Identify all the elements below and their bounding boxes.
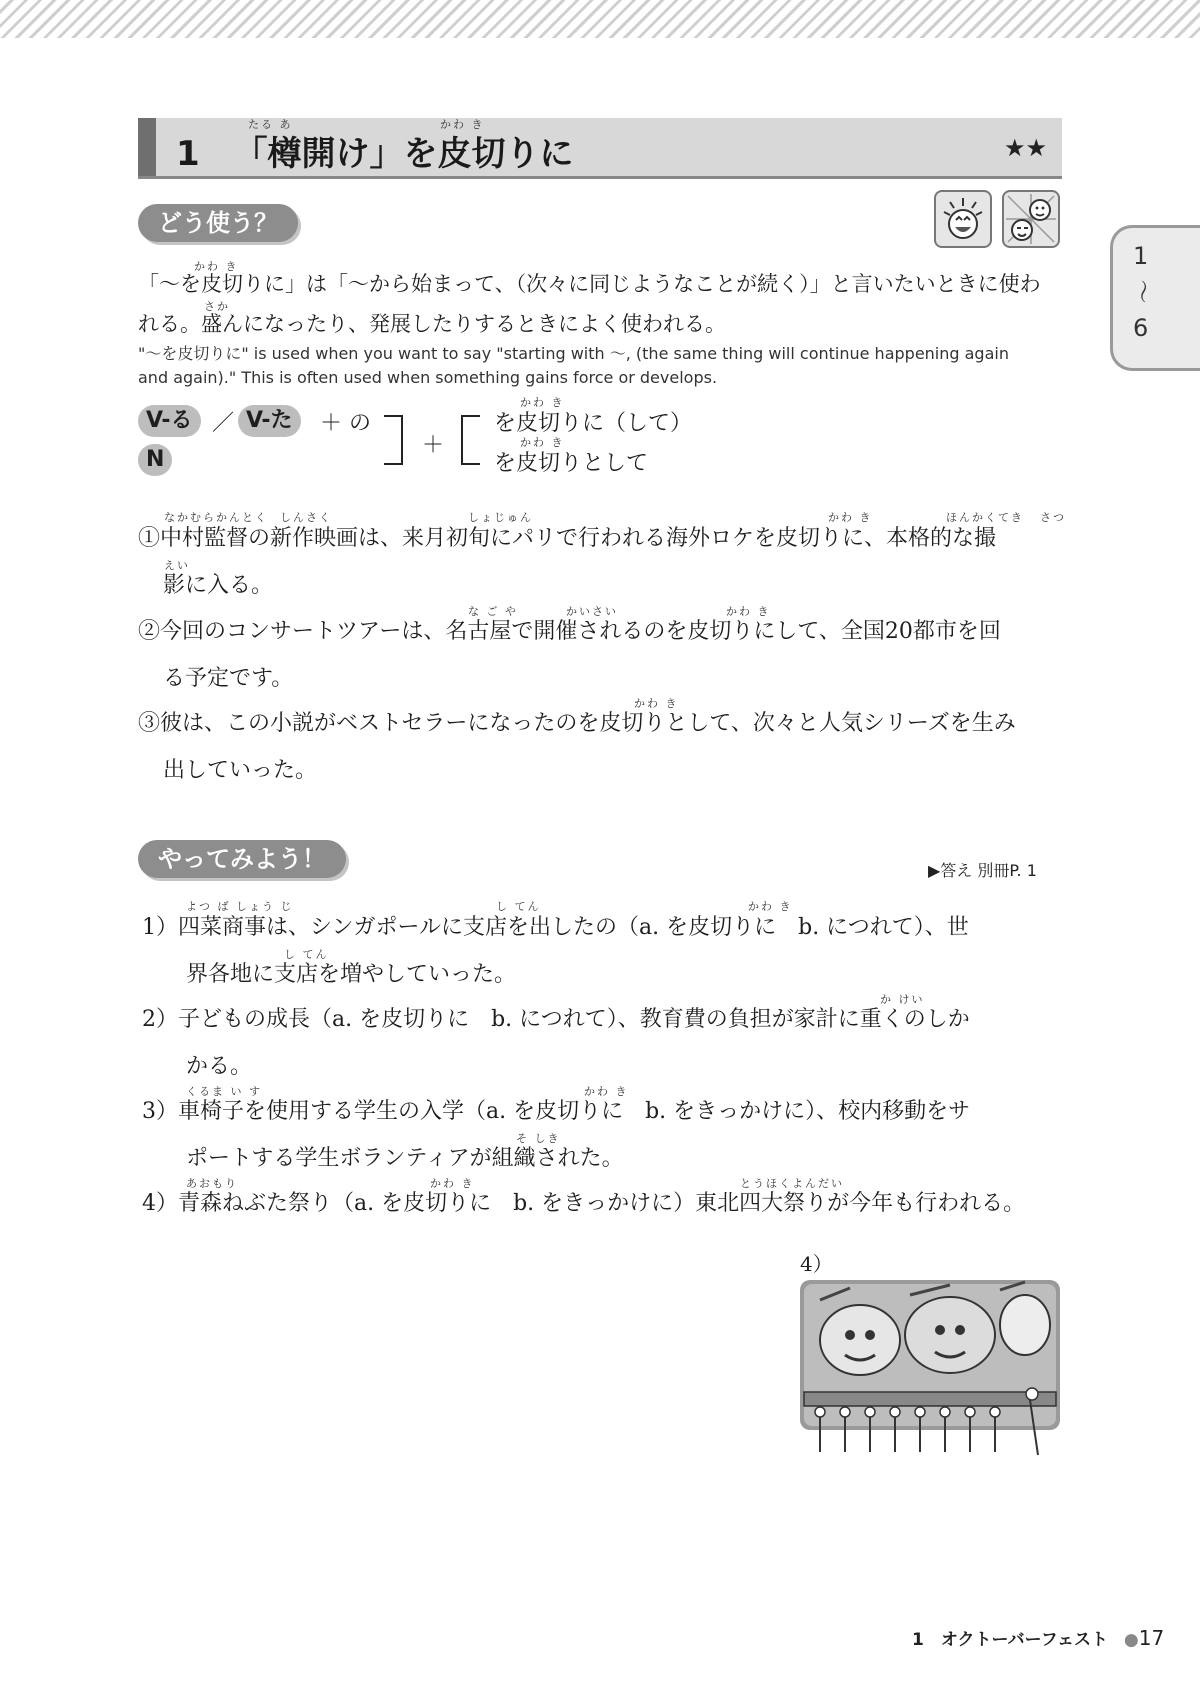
ruby: し てん [284, 948, 329, 961]
footer-bullet: ● [1123, 1630, 1139, 1650]
ruby: ほんかくてき [946, 511, 1024, 524]
pattern-form2: を皮切りとして [494, 451, 649, 476]
side-tab-top: 1 [1133, 242, 1149, 270]
ruby: かわ き [584, 1085, 629, 1098]
usage-explanation-line2: れる。盛んになったり、発展したりするときによく使われる。 [138, 312, 726, 336]
ruby: かわ き [520, 436, 565, 449]
ruby: かいさい [566, 605, 618, 618]
pattern-plus-no: ＋ の [320, 411, 371, 436]
example-3-line1: ③彼は、この小説がベストセラーになったのを皮切りとして、次々と人気シリーズを生み [138, 711, 1016, 736]
ruby: なかむらかんとく [164, 511, 268, 524]
page-number: 17 [1138, 1626, 1165, 1650]
example-1-line2: 影に入る。 [163, 573, 274, 598]
chapter-side-tab [1110, 225, 1200, 371]
question-4-line1: 4）青森ねぶた祭り（a. を皮切りに b. をきっかけに）東北四大祭りが今年も行われる。 [142, 1191, 1026, 1216]
example-1-line1: ①中村監督の新作映画は、来月初旬にパリで行われる海外ロケを皮切りに、本格的な撮 [138, 526, 997, 551]
ruby: しんさく [280, 511, 332, 524]
ruby: かわ き [430, 1177, 475, 1190]
example-2-line1: ②今回のコンサートツアーは、名古屋で開催されるのを皮切りにして、全国20都市を回 [138, 619, 1001, 644]
pattern-slash: ／ [212, 411, 235, 436]
question-2-line2: かる。 [186, 1054, 253, 1079]
happy-face-icon [934, 190, 992, 248]
ruby: あおもり [186, 1177, 238, 1190]
ruby: か けい [880, 993, 925, 1006]
question-2-line1: 2）子どもの成長（a. を皮切りに b. につれて）、教育費の負担が家計に重くのしか [142, 1007, 970, 1032]
usage-heading: どう使う？ [138, 204, 298, 242]
title-ruby: かわ き [440, 118, 485, 131]
ruby: さか [204, 300, 230, 313]
title-underline [138, 176, 1062, 179]
bracket-left [454, 414, 484, 466]
question-1-line2: 界各地に支店を増やしていった。 [186, 962, 517, 987]
ruby: くるま い す [186, 1085, 262, 1098]
example-2-line2: る予定です。 [163, 666, 294, 691]
ruby: よつ ば しょう じ [186, 900, 294, 913]
nebuta-festival-illustration [800, 1280, 1060, 1460]
surprised-face-icon [1002, 190, 1060, 248]
ruby: かわ き [634, 697, 679, 710]
question-3-line2: ポートする学生ボランティアが組織された。 [186, 1146, 624, 1171]
pattern-v-ta: V-た [238, 405, 301, 437]
ruby: しょじゅん [468, 511, 533, 524]
usage-english-line2: and again)." This is often used when something gains force or develops. [138, 368, 718, 387]
usage-english-line1: "〜を皮切りに" is used when you want to say "starting with 〜, (the same thing will continue happening again [138, 344, 1009, 363]
header-stripes [0, 0, 1200, 38]
pattern-n: N [138, 444, 172, 476]
answer-reference: ▶答え 別冊P. 1 [928, 861, 1037, 880]
ruby: な ご や [468, 605, 518, 618]
ruby: かわ き [194, 260, 239, 273]
side-tab-middle: 〜 [1128, 279, 1157, 304]
ruby: かわ き [726, 605, 771, 618]
pattern-v-ru: V-る [138, 405, 201, 437]
ruby: かわ き [828, 511, 873, 524]
practice-heading: やってみよう！ [138, 840, 346, 878]
ruby: かわ き [748, 900, 793, 913]
pattern-form1: を皮切りに（して） [494, 411, 693, 436]
side-tab-bottom: 6 [1133, 314, 1149, 342]
ruby: かわ き [520, 396, 565, 409]
usage-explanation-line1: 「〜を皮切りに」は「〜から始まって、（次々に同じようなことが続く）」と言いたいときに使わ [138, 272, 1041, 296]
lesson-title [176, 126, 574, 175]
ruby: えい [164, 559, 190, 572]
illustration-label: 4） [800, 1252, 833, 1276]
title-accent [138, 118, 156, 178]
example-3-line2: 出していった。 [163, 758, 318, 783]
difficulty-stars: ★★ [1004, 134, 1048, 162]
ruby: し てん [496, 900, 541, 913]
page-footer [912, 1625, 1164, 1650]
ruby: さつ [1040, 511, 1066, 524]
pattern-plus: ＋ [422, 433, 445, 458]
ruby: そ しき [516, 1132, 561, 1145]
lesson-title-text: 「樽開け」を皮切りに [233, 134, 574, 174]
title-ruby: たる あ [248, 118, 293, 131]
bracket-right [380, 414, 410, 466]
lesson-number: 1 [176, 134, 200, 174]
footer-chapter: 1 オクトーバーフェスト [912, 1630, 1108, 1650]
question-3-line1: 3）車椅子を使用する学生の入学（a. を皮切りに b. をきっかけに）、校内移動をサ [142, 1099, 971, 1124]
question-1-line1: 1）四菜商事は、シンガポールに支店を出したの（a. を皮切りに b. につれて）、世 [142, 915, 969, 940]
ruby: とうほくよんだい [740, 1177, 844, 1190]
